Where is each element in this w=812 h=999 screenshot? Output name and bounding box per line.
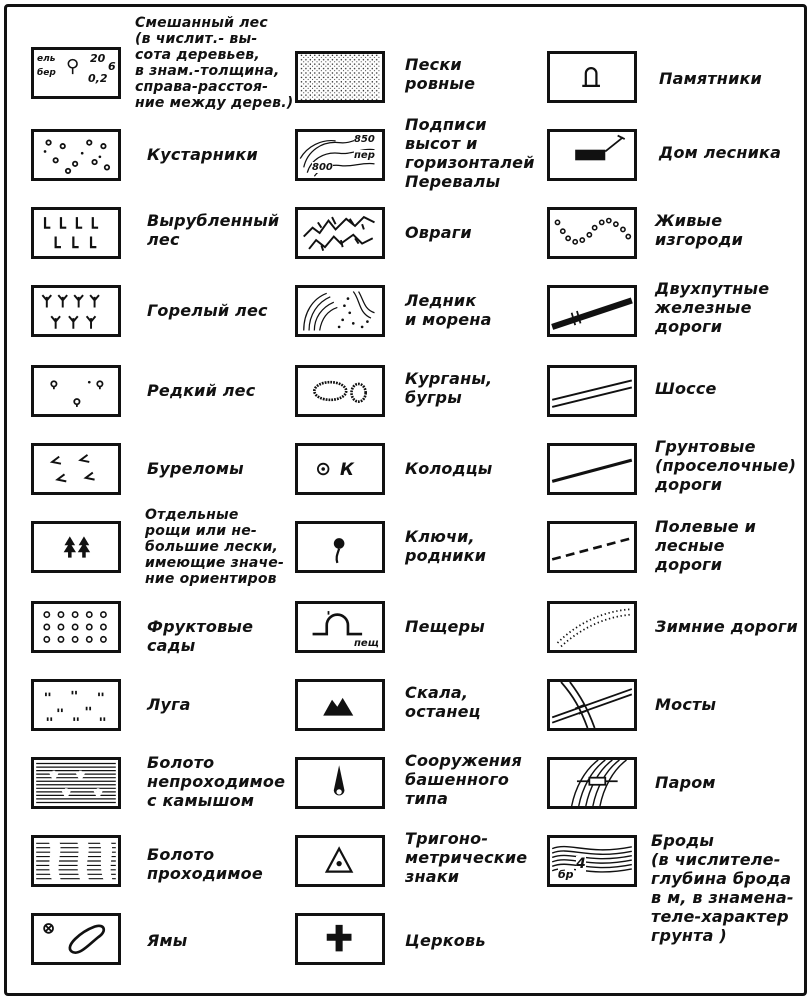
field-road-icon — [550, 524, 634, 570]
windfall-icon — [34, 446, 118, 492]
label-shrubs: Кустарники — [147, 145, 258, 164]
label-windfall: Буреломы — [147, 459, 244, 478]
railway-symbol — [547, 285, 637, 337]
sand-dots-icon — [298, 54, 382, 100]
trig-symbol — [295, 835, 385, 887]
pass-label: пер — [354, 150, 375, 161]
label-church: Церковь — [405, 931, 486, 950]
label-springs: Ключи, родники — [405, 527, 487, 565]
sand-symbol — [295, 51, 385, 103]
label-rock: Скала, останец — [405, 683, 481, 721]
church-symbol — [295, 913, 385, 965]
label-trig: Тригоно- метрические знаки — [405, 829, 528, 886]
label-wells: Колодцы — [405, 459, 493, 478]
sparse-forest-symbol — [31, 365, 121, 417]
orchard-icon — [34, 604, 118, 650]
tower-symbol — [295, 757, 385, 809]
tower-icon — [298, 760, 382, 806]
forester-house-symbol — [547, 129, 637, 181]
ferry-symbol — [547, 757, 637, 809]
trig-point-icon — [298, 838, 382, 884]
label-field-road: Полевые и лесные дороги — [655, 517, 756, 574]
forest-thickness: 0,2 — [88, 72, 108, 85]
highway-symbol — [547, 365, 637, 417]
railway-icon — [550, 288, 634, 334]
cave-symbol — [295, 601, 385, 653]
groves-symbol — [31, 521, 121, 573]
impassable-swamp-symbol — [31, 757, 121, 809]
dirt-road-icon — [550, 446, 634, 492]
swamp-reed-icon — [34, 760, 118, 806]
hedge-icon — [550, 210, 634, 256]
label-hedges: Живые изгороди — [655, 211, 744, 249]
pits-symbol — [31, 913, 121, 965]
label-fords: Броды (в числителе- глубина брода в м, в знамена- теле-характер грунта ) — [651, 831, 794, 945]
label-monuments: Памятники — [659, 69, 762, 88]
cut-forest-icon — [34, 210, 118, 256]
forest-species-top: ель — [37, 54, 56, 64]
label-pits: Ямы — [147, 931, 188, 950]
highway-icon — [550, 368, 634, 414]
meadow-icon — [34, 682, 118, 728]
swamp-passable-icon — [34, 838, 118, 884]
label-ferry: Паром — [655, 773, 716, 792]
field-road-symbol — [547, 521, 637, 573]
ravine-icon — [298, 210, 382, 256]
label-contours: Подписи высот и горизонталей Перевалы — [405, 115, 535, 191]
label-mounds: Курганы, бугры — [405, 369, 493, 407]
mixed-forest-symbol — [31, 47, 121, 99]
dirt-road-symbol — [547, 443, 637, 495]
burnt-forest-symbol — [31, 285, 121, 337]
ford-depth: 4 — [576, 856, 586, 872]
ford-symbol — [547, 835, 637, 887]
mound-icon — [298, 368, 382, 414]
ford-label: бр — [558, 868, 574, 881]
label-cut-forest: Вырубленный лес — [147, 211, 280, 249]
label-passable-swamp: Болото проходимое — [147, 845, 263, 883]
label-sand: Пески ровные — [405, 55, 476, 93]
label-sparse-forest: Редкий лес — [147, 381, 256, 400]
church-cross-icon — [298, 916, 382, 962]
label-impassable-swamp: Болото непроходимое с камышом — [147, 753, 286, 810]
ferry-icon — [550, 760, 634, 806]
forest-height: 20 — [90, 52, 106, 65]
label-ravine: Овраги — [405, 223, 472, 242]
cut-forest-symbol — [31, 207, 121, 259]
label-orchard: Фруктовые сады — [147, 617, 254, 655]
forest-species-bottom: бер — [37, 68, 56, 78]
orchard-symbol — [31, 601, 121, 653]
label-mixed-forest: Смешанный лес (в числит.- вы- сота деревьев, в знам.-толщина, справа-расстоя- ние между дерев.) — [135, 15, 294, 111]
tree-icon: ⚲ — [66, 56, 80, 77]
pit-icon — [34, 916, 118, 962]
label-railway: Двухпутные железные дороги — [655, 279, 770, 336]
rock-icon — [298, 682, 382, 728]
label-tower: Сооружения башенного типа — [405, 751, 522, 808]
spring-icon — [298, 524, 382, 570]
contour-800: 800 — [312, 162, 333, 173]
label-glacier: Ледник и морена — [405, 291, 492, 329]
shrubs-icon — [34, 132, 118, 178]
bridge-icon — [550, 682, 634, 728]
contour-850: 850 — [354, 134, 375, 145]
winter-road-icon — [550, 604, 634, 650]
label-dirt-road: Грунтовые (проселочные) дороги — [655, 437, 797, 494]
winter-road-symbol — [547, 601, 637, 653]
label-winter-road: Зимние дороги — [655, 617, 798, 636]
windfall-symbol — [31, 443, 121, 495]
burnt-forest-icon — [34, 288, 118, 334]
sparse-forest-icon — [34, 368, 118, 414]
label-burnt-forest: Горелый лес — [147, 301, 268, 320]
glacier-symbol — [295, 285, 385, 337]
ravine-symbol — [295, 207, 385, 259]
label-forester-house: Дом лесника — [659, 143, 782, 162]
label-groves: Отдельные рощи или не- большие лески, имеющие значе- ние ориентиров — [145, 507, 284, 587]
glacier-icon — [298, 288, 382, 334]
passable-swamp-symbol — [31, 835, 121, 887]
well-symbol — [295, 443, 385, 495]
shrubs-symbol — [31, 129, 121, 181]
label-highway: Шоссе — [655, 379, 717, 398]
meadow-symbol — [31, 679, 121, 731]
label-caves: Пещеры — [405, 617, 485, 636]
forester-house-icon — [550, 132, 634, 178]
rock-symbol — [295, 679, 385, 731]
mounds-symbol — [295, 365, 385, 417]
legend-frame — [4, 4, 807, 996]
cave-label: пещ — [354, 638, 379, 649]
grove-tree-icon — [34, 524, 118, 570]
hedge-symbol — [547, 207, 637, 259]
label-bridges: Мосты — [655, 695, 717, 714]
monument-symbol — [547, 51, 637, 103]
spring-symbol — [295, 521, 385, 573]
bridge-symbol — [547, 679, 637, 731]
well-letter: К — [340, 460, 354, 480]
label-meadow: Луга — [147, 695, 191, 714]
monument-icon — [550, 54, 634, 100]
contour-symbol — [295, 129, 385, 181]
forest-distance: 6 — [108, 60, 116, 73]
